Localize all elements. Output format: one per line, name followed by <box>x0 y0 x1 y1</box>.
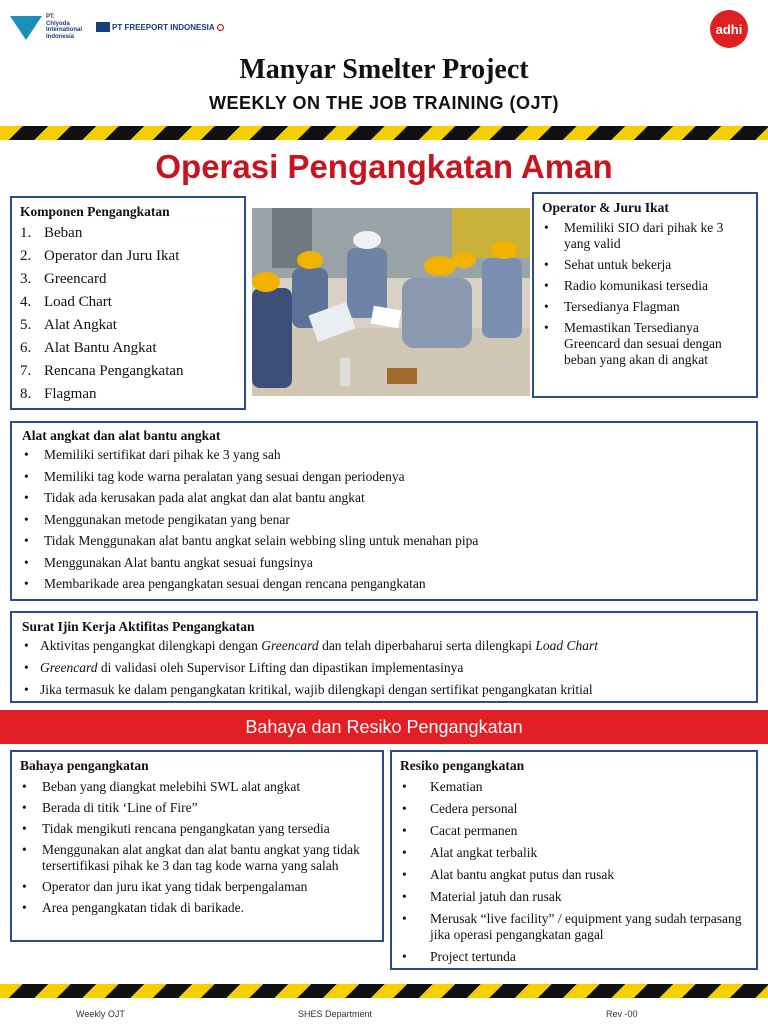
surat-list <box>22 638 748 698</box>
operator-title: Operator & Juru Ikat <box>542 200 669 215</box>
list-item: 4. Load Chart <box>20 294 112 310</box>
list-item: • Menggunakan metode pengikatan yang benar <box>22 512 748 528</box>
alat-list <box>22 447 748 592</box>
bahaya-box <box>10 750 384 942</box>
freeport-mark-icon <box>96 22 110 32</box>
list-item: • Beban yang diangkat melebihi SWL alat angkat <box>20 779 374 795</box>
operator-box <box>532 192 758 398</box>
hazard-stripe-top <box>0 126 768 140</box>
list-item: 2. Operator dan Juru Ikat <box>20 248 180 264</box>
resiko-title: Resiko pengangkatan <box>400 758 525 773</box>
alat-title: Alat angkat dan alat bantu angkat <box>22 428 221 443</box>
list-item: • Memiliki SIO dari pihak ke 3 yang valid <box>542 220 750 252</box>
bahaya-list <box>20 779 374 916</box>
list-item: 6. Alat Bantu Angkat <box>20 340 157 356</box>
resiko-list <box>400 779 748 965</box>
list-item: • Area pengangkatan tidak di barikade. <box>20 900 374 916</box>
footer-center: SHES Department <box>298 1009 373 1019</box>
list-item: 1. Beban <box>20 225 83 241</box>
list-item: • Merusak “live facility” / equipment yang sudah terpasang jika operasi pengangkatan gagal <box>400 911 748 943</box>
list-item: • Cacat permanen <box>400 823 748 839</box>
list-item: • Tidak ada kerusakan pada alat angkat dan alat bantu angkat <box>22 490 748 506</box>
list-item: • Jika termasuk ke dalam pengangkatan kritikal, wajib dilengkapi dengan sertifikat pengangkatan kritial <box>22 682 748 698</box>
list-item: • Alat bantu angkat putus dan rusak <box>400 867 748 883</box>
freeport-logo <box>96 20 224 34</box>
chiyoda-logo <box>10 14 90 44</box>
alat-box <box>10 421 758 601</box>
list-item: • Tidak Menggunakan alat bantu angkat selain webbing sling untuk menahan pipa <box>22 533 748 549</box>
list-item: • Greencard di validasi oleh Supervisor Lifting dan dipastikan implementasinya <box>22 660 748 676</box>
komponen-list <box>20 222 244 406</box>
page-subtitle: WEEKLY ON THE JOB TRAINING (OJT) <box>208 93 560 113</box>
chiyoda-triangle-icon <box>10 16 42 40</box>
list-item: • Radio komunikasi tersedia <box>542 278 750 294</box>
list-item: • Menggunakan alat angkat dan alat bantu angkat yang tidak tersertifikasi pihak ke 3 dan tag kode warna yang salah <box>20 842 374 874</box>
hazard-risk-banner: Bahaya dan Resiko Pengangkatan <box>0 710 768 744</box>
list-item: 3. Greencard <box>20 271 107 287</box>
komponen-box <box>10 196 246 410</box>
list-item: • Cedera personal <box>400 801 748 817</box>
training-photo <box>252 208 530 396</box>
list-item: • Material jatuh dan rusak <box>400 889 748 905</box>
list-item: • Memiliki sertifikat dari pihak ke 3 yang sah <box>22 447 748 463</box>
hazard-stripe-bottom <box>0 984 768 998</box>
footer-left: Weekly OJT <box>76 1009 125 1019</box>
komponen-title: Komponen Pengangkatan <box>20 204 170 219</box>
main-heading: Operasi Pengangkatan Aman <box>155 148 613 185</box>
list-item: 5. Alat Angkat <box>20 317 117 333</box>
list-item: • Membarikade area pengangkatan sesuai dengan rencana pengangkatan <box>22 576 748 592</box>
surat-title: Surat Ijin Kerja Aktifitas Pengangkatan <box>22 619 255 634</box>
list-item: • Aktivitas pengangkat dilengkapi dengan Greencard dan telah diperbaharui serta dilengkapi Load Chart <box>22 638 748 654</box>
freeport-logo-text: PT FREEPORT INDONESIA <box>112 22 215 32</box>
list-item: • Project tertunda <box>400 949 748 965</box>
operator-list <box>542 220 750 368</box>
list-item: • Menggunakan Alat bantu angkat sesuai fungsinya <box>22 555 748 571</box>
adhi-logo: adhi <box>710 10 748 48</box>
list-item: 8. Flagman <box>20 386 97 402</box>
list-item: • Sehat untuk bekerja <box>542 257 750 273</box>
list-item: • Memastikan Tersedianya Greencard dan sesuai dengan beban yang akan di angkat <box>542 320 750 368</box>
registered-mark-icon <box>217 24 224 31</box>
list-item: • Operator dan juru ikat yang tidak berpengalaman <box>20 879 374 895</box>
bahaya-title: Bahaya pengangkatan <box>20 758 149 773</box>
page-title: Manyar Smelter Project <box>239 54 529 85</box>
footer-right: Rev -00 <box>606 1009 638 1019</box>
list-item: • Berada di titik ‘Line of Fire” <box>20 800 374 816</box>
list-item: • Alat angkat terbalik <box>400 845 748 861</box>
list-item: • Memiliki tag kode warna peralatan yang sesuai dengan periodenya <box>22 469 748 485</box>
surat-box <box>10 611 758 703</box>
list-item: • Tidak mengikuti rencana pengangkatan yang tersedia <box>20 821 374 837</box>
list-item: • Tersedianya Flagman <box>542 299 750 315</box>
resiko-box <box>390 750 758 970</box>
list-item: • Kematian <box>400 779 748 795</box>
workers-photo-illustration <box>252 208 530 396</box>
chiyoda-logo-text: PT. Chiyoda International Indonesia <box>46 14 83 40</box>
list-item: 7. Rencana Pengangkatan <box>20 363 184 379</box>
